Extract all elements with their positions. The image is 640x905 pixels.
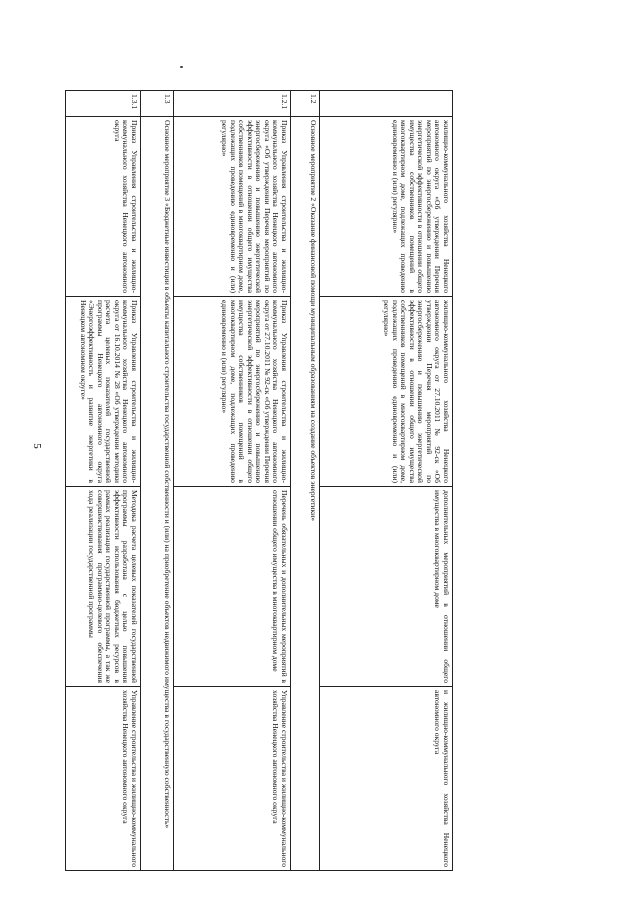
cell-number: 1.3.1 bbox=[66, 91, 141, 117]
cell-number: 1.3 bbox=[141, 91, 174, 117]
cell-number: 1.2 bbox=[291, 91, 320, 117]
cell-measure-name: жилищно-коммунального хозяйства Ненецкого автономного округа «Об утверждении Перечня мероприятий по энергосбережению и повышению энергетической эффективности в отношении общего имущества собственников помещений в многоквартирном доме, подлежащих проведению единовременно и (или) регулярно» bbox=[320, 117, 453, 297]
cell-result: дополнительных мероприятий в отношении общего имущества в многоквартирном доме bbox=[320, 487, 453, 687]
cell-executor: и жилищно-коммунального хозяйства Ненецкого автономного округа bbox=[320, 687, 453, 871]
measures-table bbox=[65, 90, 453, 871]
rotated-page bbox=[79, 90, 453, 870]
cell-executor: Управление строительства и жилищно-коммунального хозяйства Ненецкого автономного округа bbox=[174, 687, 291, 871]
table-row bbox=[66, 91, 141, 871]
cell-measure-name: Приказ Управления строительства и жилищно-коммунального хозяйства Ненецкого автономного округа «Об утверждении Перечня мероприятий по энергосбережению и повышению энергетической эффективности в отношении общего имущества собственников помещений в многоквартирном доме, подлежащих проведению единовременно и (или) регулярно» bbox=[174, 117, 291, 297]
section-title: Основное мероприятие 2 «Оказание финансовой помощи муниципальным образованиям на создание объектов энергетики» bbox=[291, 117, 320, 871]
cell-result: Перечень обязательных и дополнительных мероприятий в отношении общего имущества в многоквартирном доме bbox=[174, 487, 291, 687]
cell-legal-act: Приказ Управления строительства и жилищно-коммунального хозяйства Ненецкого автономного округа от 27.10.2011 № 92-ск «Об утверждении Перечня мероприятий по энергосбережению и повышению энергетической эффективности в отношении общего имущества собственников помещений в многоквартирном доме, подлежащих проведению единовременно и (или) регулярно» bbox=[174, 297, 291, 487]
section-title: Основное мероприятие 3 «Бюджетные инвестиции в объекты капитального строительства государственной собственности и (или) на приобретение объектов недвижимого имущества в государственную собственность» bbox=[141, 117, 174, 871]
cell-executor: Управление строительства и жилищно-коммунального хозяйства Ненецкого автономного округа bbox=[66, 687, 141, 871]
section-row-1-3 bbox=[141, 91, 174, 871]
table-row bbox=[320, 91, 453, 871]
cell-legal-act: Приказ Управления строительства и жилищно-коммунального хозяйства Ненецкого автономного округа от 16.10.2014 № 28 «Об утверждении методики расчета целевых показателей государственной программы Ненецкого автономного округа «Энергоэффективность и развитие энергетики в Ненецком автономном округе» bbox=[66, 297, 141, 487]
cell-legal-act: жилищно-коммунального хозяйства Ненецкого автономного округа от 27.10.2011 № 92-ск «Об утверждении Перечня мероприятий по энергосбережению и повышению энергетической эффективности в отношении общего имущества собственников помещений в многоквартирном доме, подлежащих проведению единовременно и (или) регулярно» bbox=[320, 297, 453, 487]
cell-number bbox=[320, 91, 453, 117]
scan-speck bbox=[180, 66, 183, 68]
table-row bbox=[174, 91, 291, 871]
section-row-1-2 bbox=[291, 91, 320, 871]
cell-number: 1.2.1 bbox=[174, 91, 291, 117]
page-number: 5 bbox=[30, 443, 43, 449]
cell-result: Методика расчета целевых показателей государственной программы разработана с целью повышения эффективности использования бюджетных ресурсов в рамках реализации государственной программы, а так же совершенствования программно-целевого обеспечения хода реализации государственной программы bbox=[66, 487, 141, 687]
rotated-content bbox=[79, 90, 453, 870]
cell-measure-name: Приказ Управления строительства и жилищно-коммунального хозяйства Ненецкого автономного округа bbox=[66, 117, 141, 297]
